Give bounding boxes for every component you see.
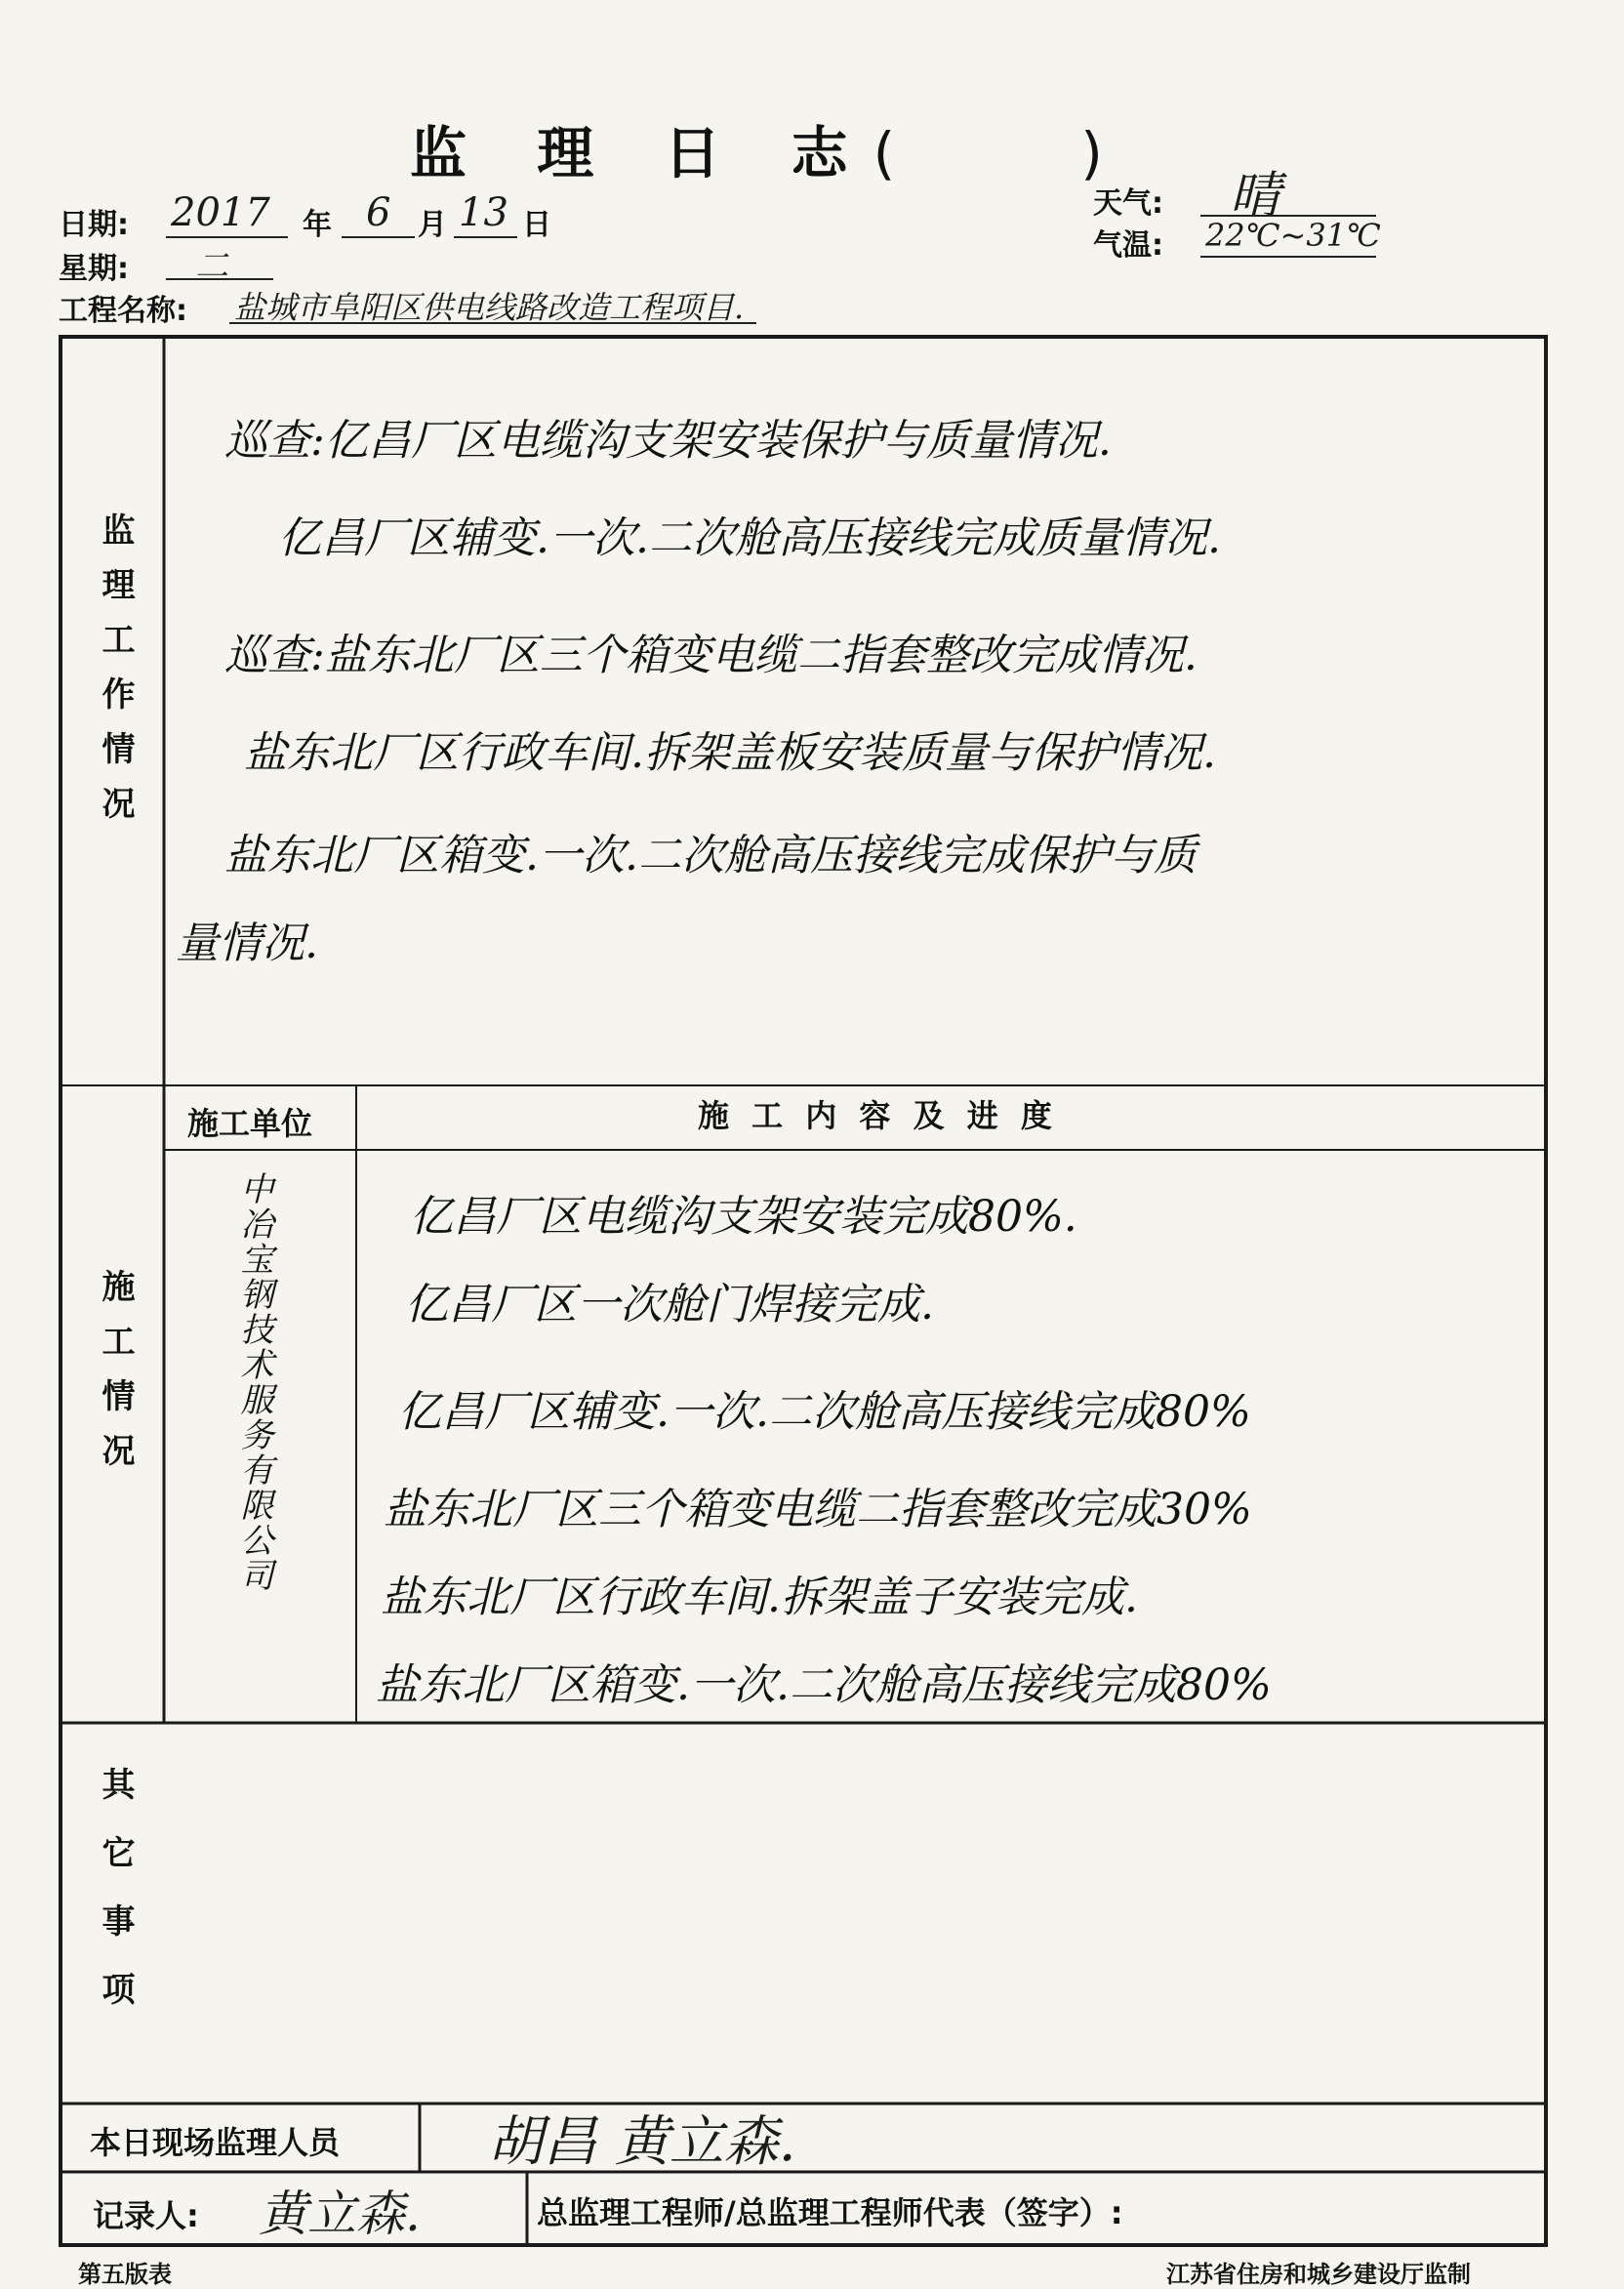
- work-line: 盐东北厂区行政车间.拆架盖板安装质量与保护情况.: [244, 728, 1216, 778]
- date-month: 6: [366, 190, 391, 235]
- staff-label: 本日现场监理人员: [90, 2124, 341, 2161]
- temp-label: 气温:: [1093, 228, 1163, 263]
- issuer-note: 江苏省住房和城乡建设厅监制: [1166, 2261, 1471, 2288]
- weather-label: 天气:: [1093, 186, 1163, 221]
- project-label: 工程名称:: [59, 294, 187, 328]
- progress-line: 亿昌厂区辅变.一次.二次舱高压接线完成80%: [398, 1387, 1251, 1437]
- title-open-paren: (: [873, 120, 896, 186]
- progress-line: 盐东北厂区三个箱变电缆二指套整改完成30%: [384, 1485, 1252, 1534]
- staff-signature: 胡昌 黄立森.: [488, 2110, 796, 2174]
- progress-line: 亿昌厂区一次舱门焊接完成.: [405, 1280, 934, 1329]
- weekday-value: 二: [195, 247, 228, 286]
- work-line: 巡查:盐东北厂区三个箱变电缆二指套整改完成情况.: [224, 631, 1198, 680]
- date-year: 2017: [171, 190, 270, 235]
- progress-line: 亿昌厂区电缆沟支架安装完成80%.: [410, 1192, 1077, 1242]
- date-day-unit: 日: [522, 208, 551, 242]
- construction-section-label: 施工情况: [96, 1269, 135, 1488]
- work-line: 盐东北厂区箱变.一次.二次舱高压接线完成保护与质: [224, 831, 1197, 880]
- unit-column-header: 施工单位: [187, 1105, 313, 1142]
- work-section-label: 监理工作情况: [96, 512, 135, 840]
- title-text: 监 理 日 志: [410, 120, 873, 186]
- construction-unit-value: 中冶宝钢技术服务有限公司: [234, 1171, 273, 1593]
- title-close-paren: ): [1080, 120, 1103, 186]
- content-column-header: 施 工 内 容 及 进 度: [698, 1097, 1058, 1134]
- other-section-label: 其它事项: [96, 1767, 135, 2040]
- recorder-label: 记录人:: [93, 2197, 199, 2234]
- work-line: 量情况.: [176, 919, 318, 968]
- progress-line: 盐东北厂区箱变.一次.二次舱高压接线完成80%: [376, 1660, 1272, 1710]
- recorder-signature: 黄立森.: [259, 2186, 421, 2242]
- weekday-label: 星期:: [59, 252, 129, 286]
- work-line: 巡查:亿昌厂区电缆沟支架安装保护与质量情况.: [224, 416, 1112, 466]
- progress-line: 盐东北厂区行政车间.拆架盖子安装完成.: [381, 1573, 1138, 1622]
- edition-note: 第五版表: [78, 2261, 172, 2288]
- chief-engineer-label: 总监理工程师/总监理工程师代表（签字）:: [537, 2194, 1123, 2231]
- project-value: 盐城市阜阳区供电线路改造工程项目.: [234, 289, 745, 326]
- date-day: 13: [459, 190, 508, 235]
- work-line: 亿昌厂区辅变.一次.二次舱高压接线完成质量情况.: [278, 513, 1221, 563]
- date-year-unit: 年: [303, 208, 332, 242]
- weather-value: 晴: [1230, 167, 1281, 225]
- temp-value: 22℃~31℃: [1205, 217, 1381, 254]
- date-month-unit: 月: [418, 208, 447, 242]
- date-label: 日期:: [59, 208, 129, 242]
